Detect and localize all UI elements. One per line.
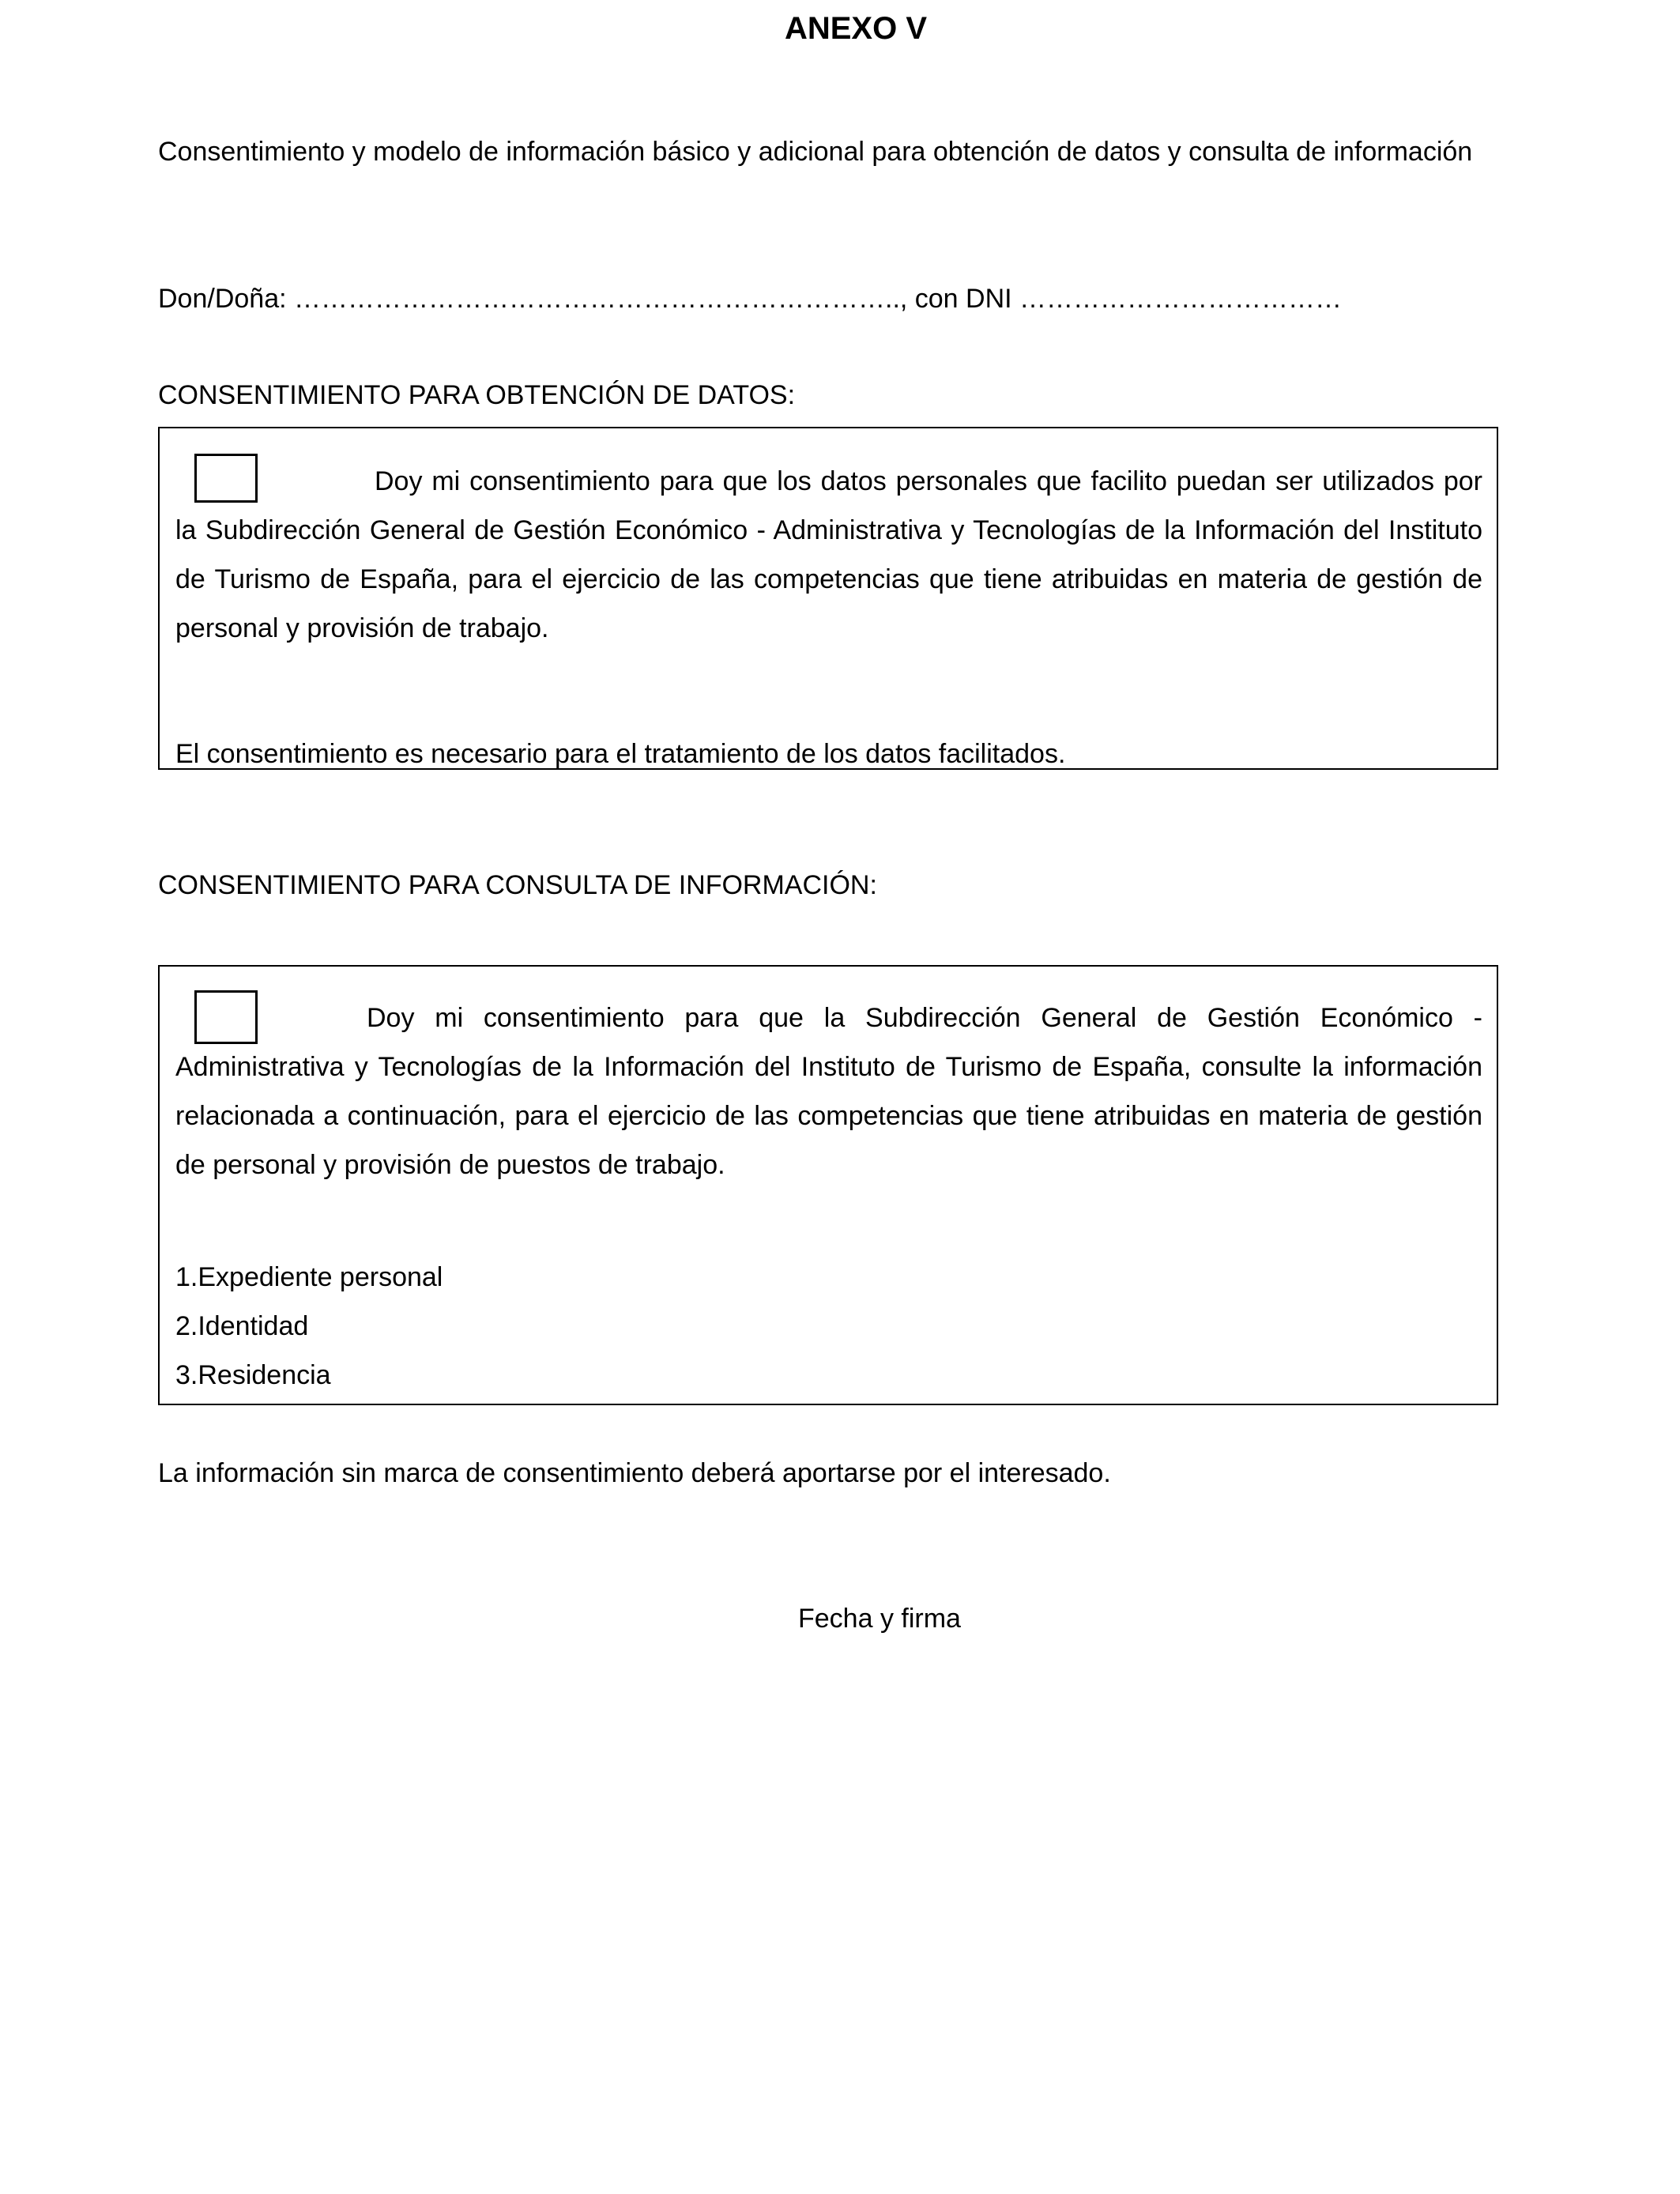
document-subtitle: Consentimiento y modelo de información básico y adicional para obtención de datos y consulta de información [158, 137, 1473, 167]
section2-heading: CONSENTIMIENTO PARA CONSULTA DE INFORMACIÓN: [158, 870, 877, 900]
page-title: ANEXO V [784, 11, 928, 46]
section1-heading: CONSENTIMIENTO PARA OBTENCIÓN DE DATOS: [158, 380, 796, 410]
info-consent-text: Doy mi consentimiento para que la Subdirección General de Gestión Económico - Administrativa y Tecnologías de la Información del Instituto de Turismo de España, consulte la información relacionada a continuación, para el ejercicio de las competencias que tiene atribuidas en materia de gestión de personal y provisión de puestos de trabajo. [175, 1003, 1482, 1180]
list-item: 2.Identidad [175, 1311, 309, 1341]
data-consent-note: El consentimiento es necesario para el tratamiento de los datos facilitados. [175, 739, 1066, 769]
info-consent-paragraph [175, 993, 1482, 1189]
data-consent-text: Doy mi consentimiento para que los datos personales que facilito puedan ser utilizados por la Subdirección General de Gestión Económico - Administrativa y Tecnologías de la Información del Instituto de Turismo de España, para el ejercicio de las competencias que tiene atribuidas en materia de gestión de personal y provisión de trabajo. [175, 466, 1482, 643]
data-consent-box [158, 427, 1498, 770]
list-item: 1.Expediente personal [175, 1262, 443, 1292]
info-items-list [175, 1253, 443, 1400]
footer-note: La información sin marca de consentimiento deberá aportarse por el interesado. [158, 1458, 1111, 1488]
applicant-line: Don/Doña: ………………………………………………………….., con DNI ……………………………… [158, 284, 1343, 314]
list-item: 3.Residencia [175, 1360, 331, 1390]
info-consent-box [158, 965, 1498, 1405]
data-consent-paragraph [175, 457, 1482, 653]
signature-label: Fecha y firma [798, 1604, 961, 1634]
